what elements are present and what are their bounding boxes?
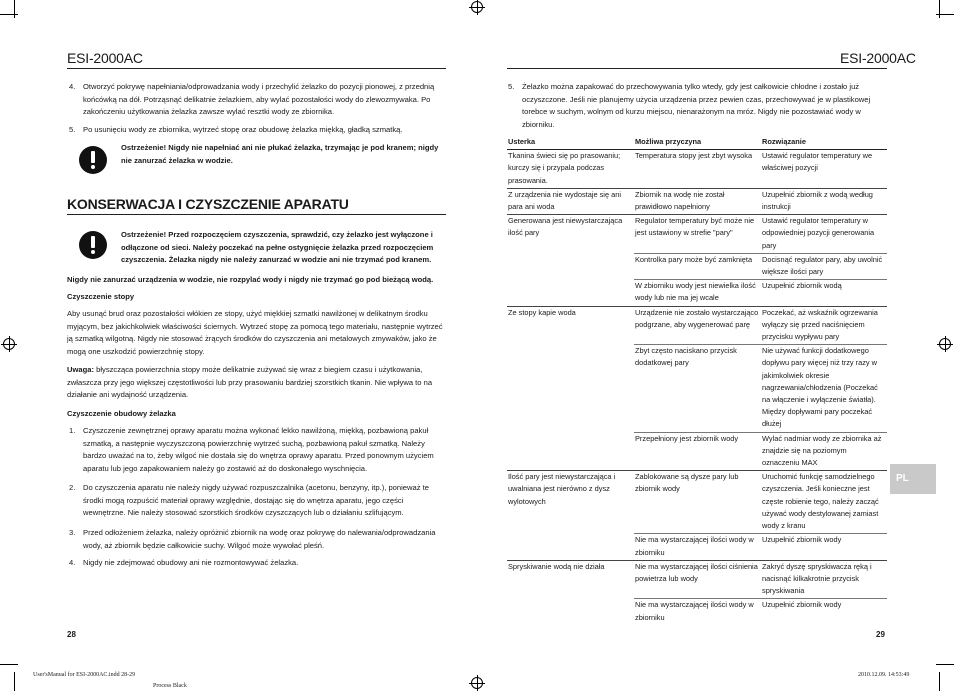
warning-icon bbox=[79, 231, 107, 259]
crop-mark bbox=[936, 664, 954, 665]
solution-cell: Nie używać funkcji dodatkowego dopływu pary więcej niż trzy razy w jakimkolwiek okresie nagrzewania/chłodzenia (Poczekać na włączenie i wyłączenie światła). Między dopływami pary poczekać dłużej bbox=[761, 345, 887, 432]
column-header: Rozwiązanie bbox=[761, 136, 887, 150]
crop-mark bbox=[14, 672, 15, 691]
cause-cell: Kontrolka pary może być zamknięta bbox=[634, 253, 761, 279]
registration-mark-icon bbox=[471, 677, 483, 689]
note-text: błyszcząca powierzchnia stopy może delikatnie zużywać się wraz z biegiem czasu i użytkowania, zwłaszcza przy jego większej częstotliwości lub przy prasowaniu bardziej szorstkich tkanin. Nie wpływa to na działanie ani wydajność urządzenia. bbox=[67, 365, 433, 400]
list-text: Nigdy nie zdejmować obudowy ani nie rozmontowywać żelazka. bbox=[83, 558, 299, 567]
subsection-title: Czyszczenie stopy bbox=[67, 292, 135, 301]
solution-cell: Uzupełnić zbiornik wody bbox=[761, 599, 887, 625]
cause-cell: Temperatura stopy jest zbyt wysoka bbox=[634, 150, 761, 189]
list-text: Otworzyć pokrywę napełniania/odprowadzania wody i przechylić żelazko do pozycji pionowej, z przednią końcówką na dół. Potrząsnąć delikatnie żelazkiem, aby wylać pozostałości wody do zlewozmywaka. Po zakończeniu użytkowania żelazka zawsze wylać resztki wody ze zbiornika. bbox=[83, 82, 435, 117]
problem-cell: Ze stopy kapie woda bbox=[507, 306, 634, 471]
problem-cell: Z urządzenia nie wydostaje się ani para ani woda bbox=[507, 188, 634, 214]
paragraph: Aby usunąć brud oraz pozostałości włókien ze stopy, użyć miękkiej szmatki nawilżonej w delikatnym środku myjącym, bez jakichkolwiek właściwości ściernych. Wytrzeć stopę za pomocą tego materiału, następnie wytrzeć ją szmatką wilgotną. Nigdy nie stosować żrących środków do czyszczenia ani metalowych zmywaków, jako że mogą one uszkodzić powierzchnię stopy. bbox=[67, 309, 443, 356]
section-title: KONSERWACJA I CZYSZCZENIE APARATU bbox=[67, 196, 349, 212]
solution-cell: Uzupełnić zbiornik wodą bbox=[761, 280, 887, 306]
list-text: Czyszczenie zewnętrznej oprawy aparatu można wykonać lekko nawilżoną, miękką, pozbawioną pakuł szmatką, a następnie wyczyszczoną powierzchnię wytrzeć suchą, pozbawioną pakuł szmatką. Należy bardzo uważać na to, żeby wilgoć nie dostała się do wnętrza oprawy aparatu. Przed ponownym użyciem aparatu lub jego zapakowaniem należy go zostawić aż do doskonałego wyschnięcia. bbox=[83, 426, 434, 473]
cause-cell: Zbiornik na wodę nie został prawidłowo napełniony bbox=[634, 188, 761, 214]
column-header: Możliwa przyczyna bbox=[634, 136, 761, 150]
list-number: 4. bbox=[69, 82, 76, 91]
warning-icon bbox=[79, 146, 107, 174]
list-number: 2. bbox=[69, 483, 76, 492]
list-number: 4. bbox=[69, 558, 76, 567]
list-number: 5. bbox=[69, 125, 76, 134]
print-slug-date: 2010.12.09. 14:53:49 bbox=[858, 672, 910, 678]
solution-cell: Uruchomić funkcję samodzielnego czyszczenia. Jeśli konieczne jest częste robienie tego, należy zacząć używać wody destylowanej zamiast wody z kranu bbox=[761, 471, 887, 534]
table-header-row bbox=[507, 136, 887, 150]
registration-mark-icon bbox=[939, 338, 951, 350]
cause-cell: Nie ma wystarczającej ilości ciśnienia powietrza lub wody bbox=[634, 560, 761, 599]
solution-cell: Wylać nadmiar wody ze zbiornika aż znajdzie się na poziomym oznaczeniu MAX bbox=[761, 432, 887, 471]
cause-cell: W zbiorniku wody jest niewielka ilość wody lub nie ma jej wcale bbox=[634, 280, 761, 306]
subsection-title: Czyszczenie obudowy żelazka bbox=[67, 409, 176, 418]
cause-cell: Nie ma wystarczającej ilości wody w zbiorniku bbox=[634, 599, 761, 625]
problem-cell: Spryskiwanie wodą nie działa bbox=[507, 560, 634, 625]
table-row bbox=[507, 306, 887, 345]
crop-mark bbox=[14, 0, 15, 18]
page-number: 29 bbox=[876, 630, 885, 639]
print-slug-file: User'sManual for ESI-2000AC.indd 28-29 bbox=[33, 672, 136, 678]
cause-cell: Nie ma wystarczającej ilości wody w zbiorniku bbox=[634, 534, 761, 560]
right-header: ESI-2000AC bbox=[840, 50, 916, 66]
problem-cell: Ilość pary jest niewystarczająca i uwalniana jest nierówno z dysz wylotowych bbox=[507, 471, 634, 560]
print-slug-color: Process Black bbox=[153, 683, 187, 689]
crop-mark bbox=[939, 672, 940, 691]
language-tab: PL bbox=[890, 464, 936, 494]
problem-cell: Generowana jest niewystarczająca ilość pary bbox=[507, 215, 634, 306]
cause-cell: Regulator temperatury być może nie jest ustawiony w strefie "pary" bbox=[634, 215, 761, 254]
solution-cell: Uzupełnić zbiornik wody bbox=[761, 534, 887, 560]
note-label: Uwaga: bbox=[67, 365, 95, 374]
solution-cell: Uzupełnić zbiornik z wodą według instrukcji bbox=[761, 188, 887, 214]
registration-mark-icon bbox=[471, 1, 483, 13]
left-header: ESI-2000AC bbox=[67, 50, 143, 66]
table-row bbox=[507, 215, 887, 254]
solution-cell: Zakryć dyszę spryskiwacza ręką i nacisnąć kilkakrotnie przycisk spryskiwania bbox=[761, 560, 887, 599]
list-number: 5. bbox=[508, 82, 515, 91]
warning-text: Ostrzeżenie! Nigdy nie napełniać ani nie płukać żelazka, trzymając je pod kranem; nigdy nie zanurzać żelazka w wodzie. bbox=[121, 143, 439, 165]
page-number: 28 bbox=[67, 630, 76, 639]
left-header-rule bbox=[67, 68, 446, 69]
cause-cell: Zablokowane są dysze pary lub zbiornik wody bbox=[634, 471, 761, 534]
bold-notice: Nigdy nie zanurzać urządzenia w wodzie, nie rozpylać wody i nigdy nie trzymać go pod bieżącą wodą. bbox=[67, 275, 434, 284]
registration-mark-icon bbox=[3, 338, 15, 350]
table-row bbox=[507, 471, 887, 534]
right-header-rule bbox=[507, 68, 887, 69]
list-text: Po usunięciu wody ze zbiornika, wytrzeć stopę oraz obudowę żelazka miękką, gładką szmatką. bbox=[83, 125, 403, 134]
crop-mark bbox=[939, 0, 940, 18]
problem-cell: Tkanina świeci się po prasowaniu; kurczy się i przypala podczas prasowania. bbox=[507, 150, 634, 189]
crop-mark bbox=[0, 664, 18, 665]
list-text: Przed odłożeniem żelazka, należy opróżnić zbiornik na wodę oraz pokrywę do nalewania/odprowadzania wody, aż zbiornik będzie całkowicie suchy. Wilgoć może wywołać pleśń. bbox=[83, 528, 436, 550]
solution-cell: Poczekać, aż wskaźnik ogrzewania wyłączy się przed naciśnięciem przycisku wypływu pary bbox=[761, 306, 887, 345]
list-number: 3. bbox=[69, 528, 76, 537]
section-rule bbox=[67, 214, 446, 215]
list-number: 1. bbox=[69, 426, 76, 435]
column-header: Usterka bbox=[507, 136, 634, 150]
crop-mark bbox=[0, 14, 18, 15]
table-row bbox=[507, 188, 887, 214]
cause-cell: Przepełniony jest zbiornik wody bbox=[634, 432, 761, 471]
solution-cell: Docisnąć regulator pary, aby uwolnić większe ilości pary bbox=[761, 253, 887, 279]
table-row bbox=[507, 150, 887, 189]
note-paragraph bbox=[67, 364, 448, 402]
solution-cell: Ustawić regulator temperatury we właściwej pozycji bbox=[761, 150, 887, 189]
warning-text: Ostrzeżenie! Przed rozpoczęciem czyszczenia, sprawdzić, czy żelazko jest wyłączone i odłączone od sieci. Należy poczekać na pełne ostygnięcie żelazka przed rozpoczęciem czyszczenia. Żelazka nigdy nie należy zanurzać w wodzie ani nie trzymać pod kranem. bbox=[121, 230, 434, 265]
list-text: Żelazko można zapakować do przechowywania tylko wtedy, gdy jest całkowicie chłodne i zostało już oczyszczone. Jeśli nie planujemy użycia urządzenia przez pewien czas, przechowywać je w plastikowej torebce w suchym, wolnym od kurzu miejscu, nienarażonym na mróz. Nigdy nie pozostawiać wody w zbiorniku. bbox=[522, 82, 871, 129]
cause-cell: Zbyt często naciskano przycisk dodatkowej pary bbox=[634, 345, 761, 432]
troubleshooting-table bbox=[507, 136, 887, 625]
cause-cell: Urządzenie nie zostało wystarczająco podgrzane, aby wygenerować parę bbox=[634, 306, 761, 345]
list-text: Do czyszczenia aparatu nie należy nigdy używać rozpuszczalnika (acetonu, benzyny, itp.), ponieważ te środki mogą rozpuścić materiał oprawy względnie, dostając się do wnętrza aparatu, jego części wewnętrzne. Nie należy stosować szorstkich środków czyszczących lub o działaniu szlifującym. bbox=[83, 483, 429, 518]
solution-cell: Ustawić regulator temperatury w odpowiedniej pozycji generowania pary bbox=[761, 215, 887, 254]
table-row bbox=[507, 560, 887, 599]
